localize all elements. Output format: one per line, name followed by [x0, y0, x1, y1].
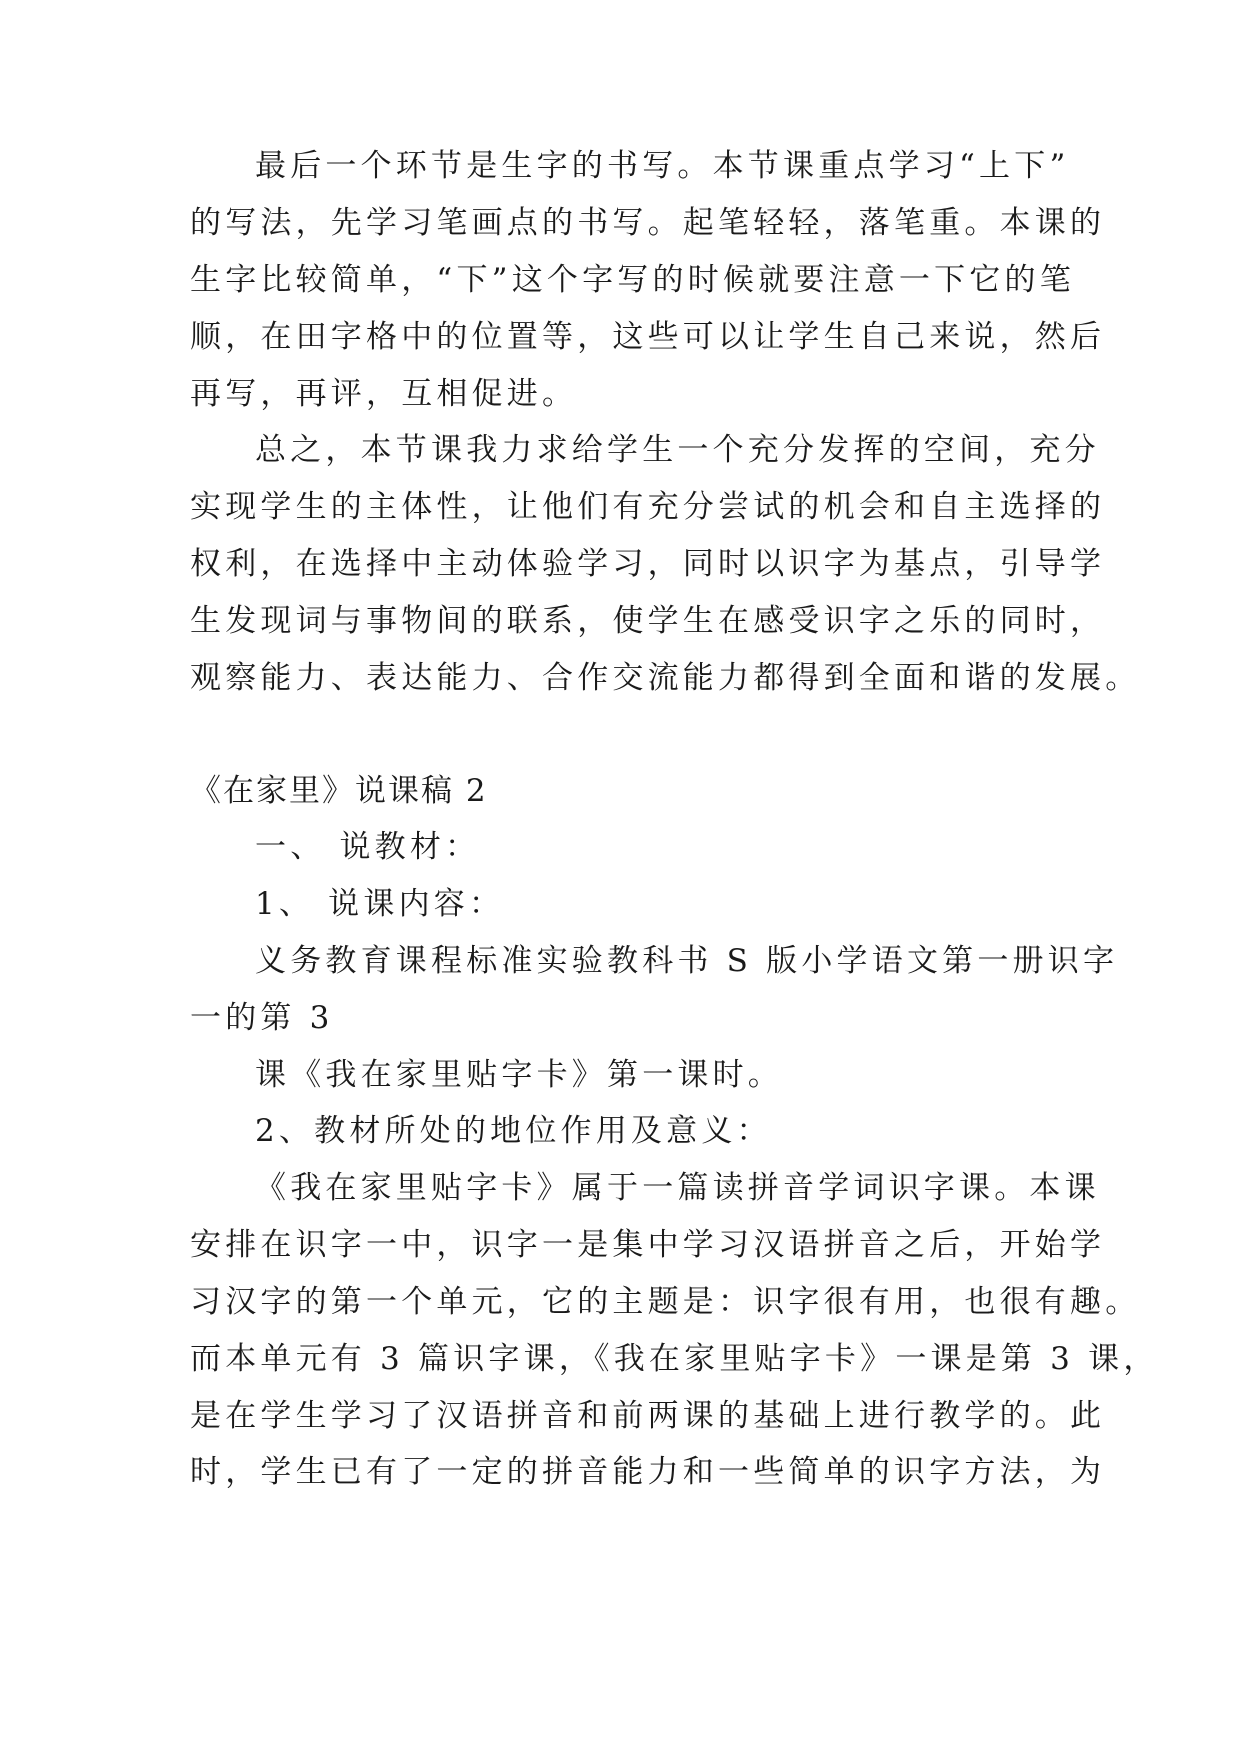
paragraph-line: 生字比较简单，“下”这个字写的时候就要注意一下它的笔	[190, 262, 1075, 298]
paragraph-line: 时，学生已有了一定的拼音能力和一些简单的识字方法，为	[190, 1454, 1106, 1490]
paragraph-line: 生发现词与事物间的联系，使学生在感受识字之乐的同时，	[190, 603, 1106, 639]
paragraph-line: 义务教育课程标准实验教科书 S 版小学语文第一册识字	[255, 943, 1119, 979]
section-title: 《在家里》说课稿 2	[190, 773, 488, 809]
paragraph-line: 安排在识字一中，识字一是集中学习汉语拼音之后，开始学	[190, 1227, 1106, 1263]
paragraph-line: 而本单元有 3 篇识字课，《我在家里贴字卡》一课是第 3 课，	[190, 1341, 1159, 1377]
paragraph-line: 的写法，先学习笔画点的书写。起笔轻轻，落笔重。本课的	[190, 205, 1106, 241]
paragraph-line: 实现学生的主体性，让他们有充分尝试的机会和自主选择的	[190, 489, 1106, 525]
paragraph-line: 是在学生学习了汉语拼音和前两课的基础上进行教学的。此	[190, 1398, 1106, 1434]
outline-item: 一、 说教材：	[255, 829, 481, 865]
paragraph-line: 权利，在选择中主动体验学习，同时以识字为基点，引导学	[190, 546, 1106, 582]
outline-item: 1、 说课内容：	[255, 886, 505, 922]
paragraph-line: 习汉字的第一个单元，它的主题是：识字很有用，也很有趣。	[190, 1284, 1141, 1320]
paragraph-line: 《我在家里贴字卡》属于一篇读拼音学词识字课。本课	[255, 1170, 1100, 1206]
paragraph-line: 总之，本节课我力求给学生一个充分发挥的空间，充分	[255, 432, 1100, 468]
paragraph-line: 课《我在家里贴字卡》第一课时。	[255, 1057, 783, 1093]
paragraph-line: 顺，在田字格中的位置等，这些可以让学生自己来说，然后	[190, 319, 1106, 355]
paragraph-line: 最后一个环节是生字的书写。本节课重点学习“上下”	[255, 148, 1070, 184]
paragraph-line: 一的第 3	[190, 1000, 334, 1036]
outline-item: 2、教材所处的地位作用及意义：	[255, 1113, 772, 1149]
paragraph-line: 观察能力、表达能力、合作交流能力都得到全面和谐的发展。	[190, 660, 1141, 696]
paragraph-line: 再写，再评，互相促进。	[190, 376, 578, 412]
